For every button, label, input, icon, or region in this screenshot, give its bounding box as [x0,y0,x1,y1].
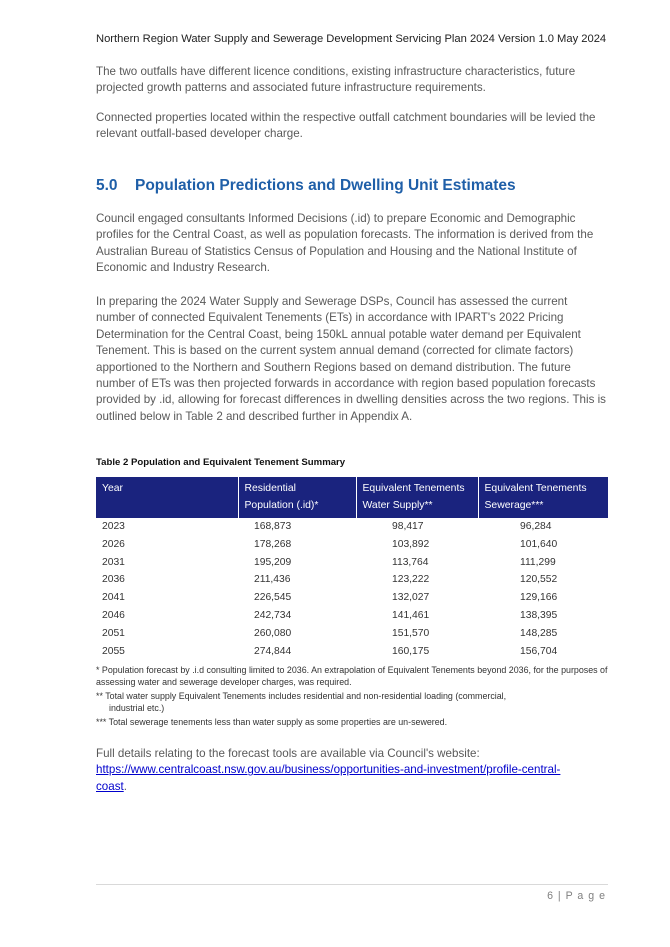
section-paragraph-consultants: Council engaged consultants Informed Decisions (.id) to prepare Economic and Demographic profiles for the Central Coast, as well as population forecasts. The information is derived from the Australian Bureau of Statistics Census of Population and Housing and the National Institute of Economic and Industry Research. [96,212,594,275]
intro-paragraph-outfalls: The two outfalls have different licence conditions, existing infrastructure characteristics, future projected growth patterns and associated future infrastructure requirements. [96,65,576,95]
cell-year: 2051 [102,627,125,639]
cell-water-ets: 103,892 [392,538,430,550]
header-year [96,477,238,518]
cell-water-ets: 151,570 [392,627,430,639]
cell-sewerage-ets: 101,640 [520,538,558,550]
cell-year: 2041 [102,592,125,604]
cell-water-ets: 123,222 [392,574,430,586]
header-year-label: Year [102,483,123,494]
section-paragraph-methodology: In preparing the 2024 Water Supply and Sewerage DSPs, Council has assessed the current number of connected Equivalent Tenements (ETs) in accordance with IPART's 2022 Pricing Determination for the Central Coast, being 150kL annual potable water demand per Equivalent Tenement. This is based on the current system annual demand (corrected for climate factors) apportioned to the Northern and Southern Regions based on demand distribution. The future number of ETs was then projected forwards in accordance with region based population forecasts provided by .id, allowing for forecast differences in dwelling densities across the two regions. This is outlined below in Table 2 and described further in Appendix A. [96,295,606,423]
page-header: Northern Region Water Supply and Sewerage Development Servicing Plan 2024 Version 1.0 May 2024 [96,33,607,45]
cell-sewerage-ets: 129,166 [520,592,558,604]
cell-water-ets: 132,027 [392,592,430,604]
section-title: Population Predictions and Dwelling Unit Estimates [135,177,516,194]
header-water-supply [356,477,478,518]
table-caption: Table 2 Population and Equivalent Tenement Summary [96,457,346,468]
header-population-line2: Population (.id)* [244,500,319,511]
table-header-row [96,477,608,518]
cell-year: 2026 [102,538,125,550]
footnote-sewerage: *** Total sewerage tenements less than water supply as some properties are un-sewered. [96,716,448,727]
header-sewerage [478,477,608,518]
footnote-water-supply-line2: industrial etc.) [109,703,165,714]
cell-water-ets: 160,175 [392,645,430,657]
cell-population: 226,545 [254,592,292,604]
cell-water-ets: 98,417 [392,521,424,532]
header-population-line1: Residential [244,483,296,494]
table-footnotes [96,664,612,729]
cell-sewerage-ets: 138,395 [520,609,558,621]
profile-link[interactable] [96,763,560,792]
section-number: 5.0 [96,177,118,194]
cell-population: 211,436 [254,574,291,586]
cell-population: 274,844 [254,645,292,657]
header-sewerage-line2: Sewerage*** [484,500,544,511]
cell-sewerage-ets: 120,552 [520,574,558,586]
cell-sewerage-ets: 156,704 [520,645,558,657]
cell-sewerage-ets: 96,284 [520,521,552,532]
table-row [96,536,608,554]
cell-water-ets: 113,764 [392,556,429,568]
cell-water-ets: 141,461 [392,609,430,621]
table-row [96,571,608,589]
table-row [96,554,608,572]
cell-year: 2036 [102,574,125,586]
forecast-tools-paragraph [96,746,616,795]
footnote-water-supply [96,690,612,715]
header-sewerage-line1: Equivalent Tenements [484,483,587,494]
table-row [96,625,608,643]
cell-year: 2023 [102,521,125,532]
link-trailing-period: . [123,779,127,793]
footnote-population: * Population forecast by .i.d consulting limited to 2036. An extrapolation of Equivalent Tenements beyond 2036, for the purposes of assessing water and sewerage developer charges, was required. [96,665,608,688]
cell-population: 242,734 [254,609,292,621]
cell-population: 260,080 [254,627,292,639]
table-row [96,518,608,536]
cell-year: 2031 [102,556,125,568]
cell-population: 195,209 [254,556,292,568]
table-row [96,643,608,661]
cell-population: 168,873 [254,521,292,532]
population-table [96,477,608,660]
forecast-tools-text: Full details relating to the forecast tools are available via Council's website: [96,747,480,760]
profile-link-line2[interactable]: coast [96,779,124,793]
cell-year: 2055 [102,645,125,657]
profile-link-line1[interactable]: https://www.centralcoast.nsw.gov.au/business/opportunities-and-investment/profile-central- [96,763,561,777]
page-number: 6 | P a g e [547,890,606,902]
cell-sewerage-ets: 111,299 [520,556,556,568]
intro-paragraph-charges: Connected properties located within the respective outfall catchment boundaries will be levied the relevant outfall-based developer charge. [96,111,596,141]
footnote-water-supply-line1: ** Total water supply Equivalent Tenements includes residential and non-residential loading (commercial, [96,690,507,701]
table-row [96,589,608,607]
cell-sewerage-ets: 148,285 [520,627,558,639]
table-row [96,607,608,625]
header-water-line2: Water Supply** [362,500,433,511]
section-heading [96,177,516,195]
cell-population: 178,268 [254,538,292,550]
cell-year: 2046 [102,609,125,621]
footer-divider [96,884,608,885]
header-population [238,477,356,518]
header-water-line1: Equivalent Tenements [362,483,465,494]
